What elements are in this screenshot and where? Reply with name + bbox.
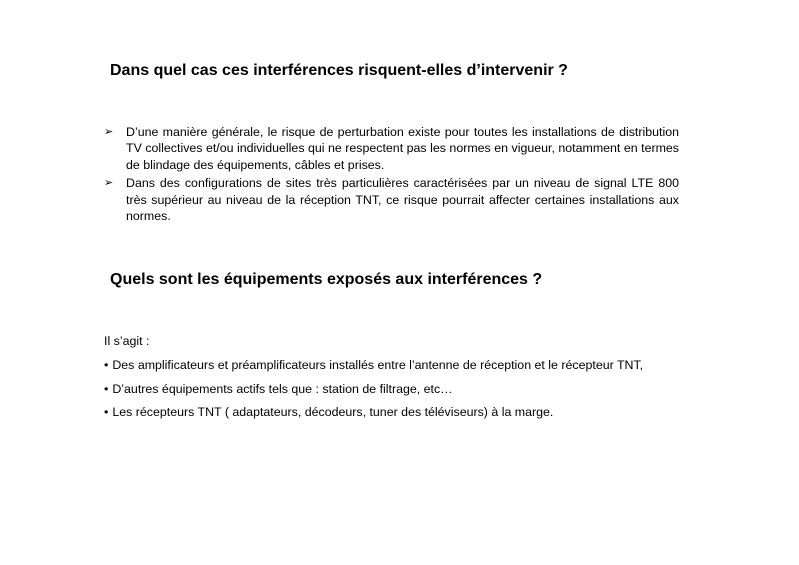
arrow-bullet-icon: ➢: [104, 177, 114, 190]
bullet-dot-icon: •: [104, 405, 109, 419]
intro-text: Il s’agit :: [104, 334, 150, 348]
bullet-dot-icon: •: [104, 381, 109, 396]
list-item: [104, 124, 679, 173]
exposed-equipment-list: [104, 357, 724, 420]
list-item-text: Des amplificateurs et préamplificateurs installés entre l’antenne de réception et le récepteur TNT,: [112, 358, 644, 372]
section-title-exposed-equipment: Quels sont les équipements exposés aux interférences ?: [110, 271, 543, 288]
list-item-text: Les récepteurs TNT ( adaptateurs, décodeurs, tuner des téléviseurs) à la marge.: [112, 405, 554, 419]
interference-cases-list: [104, 124, 679, 226]
bullet-dot-icon: •: [104, 358, 109, 372]
section-title-interference-cases: Dans quel cas ces interférences risquent-elles d’intervenir ?: [110, 62, 568, 79]
list-item: [104, 404, 724, 420]
list-item: [104, 175, 679, 224]
list-item-text: Dans des configurations de sites très particulières caractérisées par un niveau de signal LTE 800 très supérieur au niveau de la réception TNT, ce risque pourrait affecter certaines installations aux normes.: [126, 176, 679, 224]
list-item-text: D’autres équipements actifs tels que : station de filtrage, etc…: [112, 381, 453, 396]
list-item: [104, 381, 724, 397]
exposed-equipment-section: [104, 333, 724, 428]
list-item-text: D’une manière générale, le risque de perturbation existe pour toutes les installations de distribution TV collectives et/ou individuelles qui ne respectent pas les normes en vigueur, notamment en termes de blindage des équipements, câbles et prises.: [126, 125, 679, 172]
arrow-bullet-icon: ➢: [104, 126, 114, 138]
list-item: [104, 357, 724, 373]
